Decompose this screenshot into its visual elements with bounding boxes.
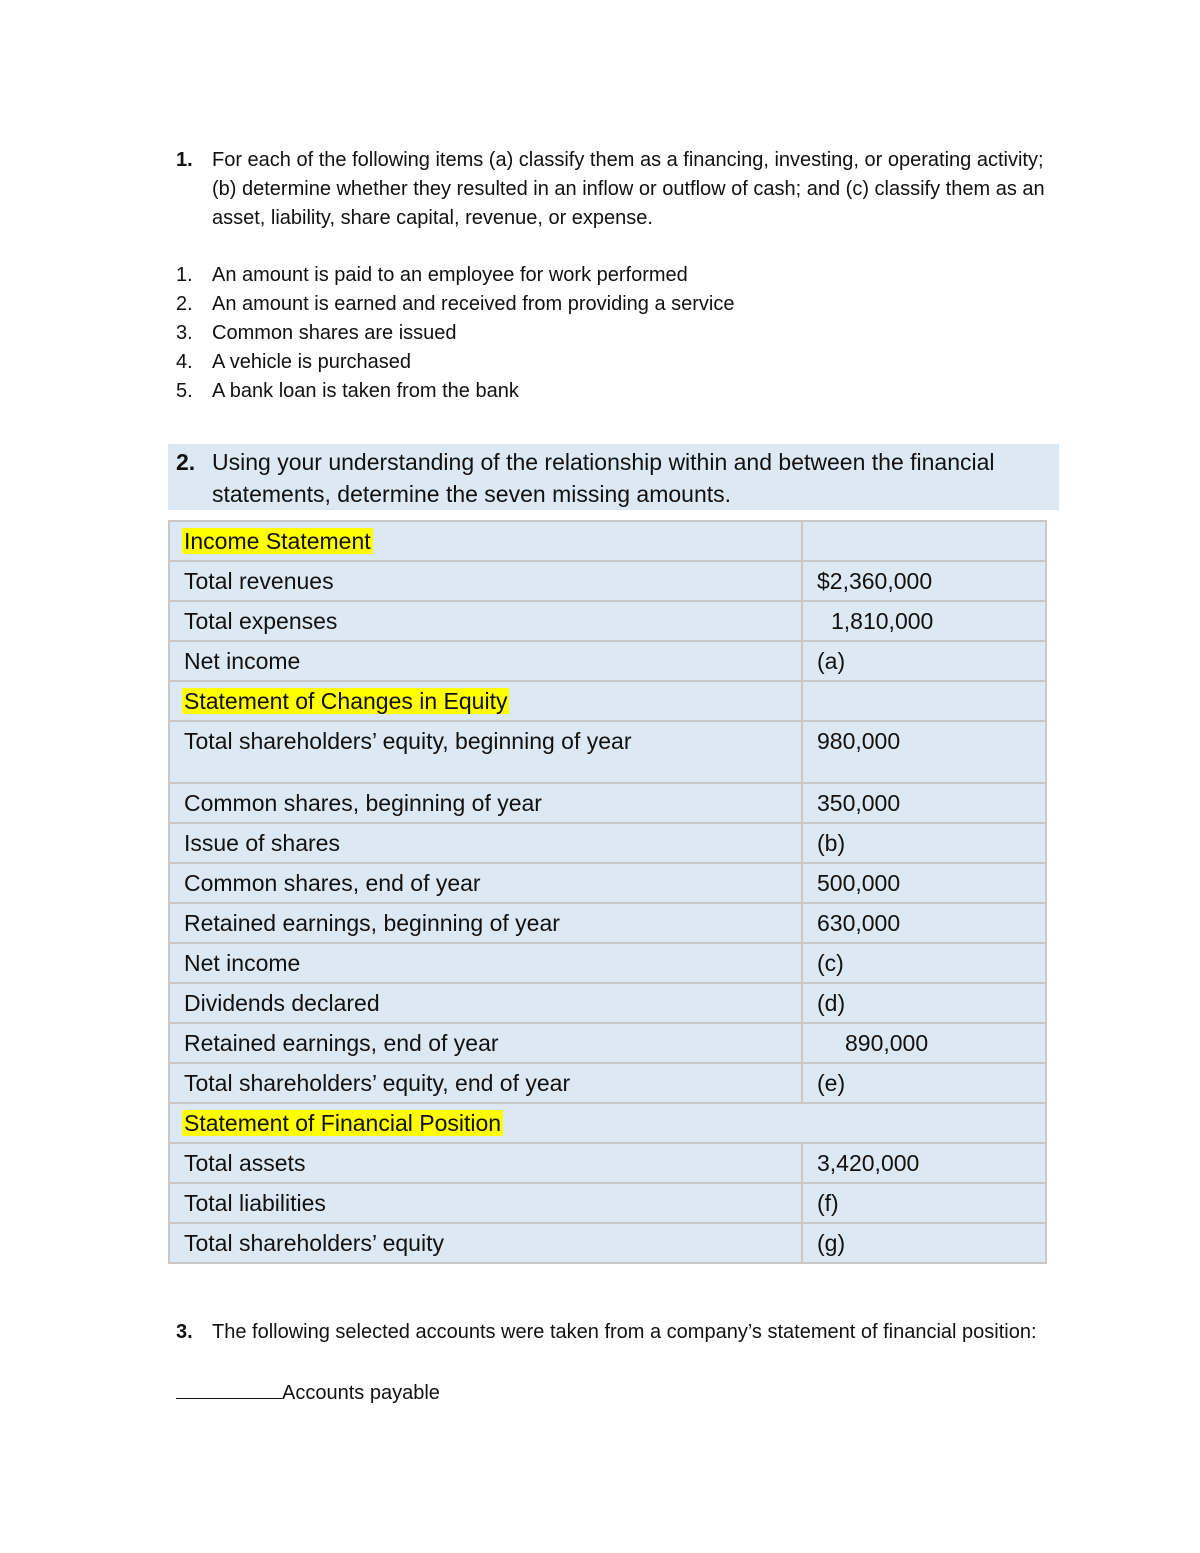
question-2-text: Using your understanding of the relationship within and between the financial statements, determine the seven missing amounts. (212, 449, 995, 507)
account-line (176, 1378, 440, 1408)
table-row: Total assets 3,420,000 (169, 1143, 1046, 1183)
section-header-row (169, 521, 1046, 561)
section-header-row (169, 681, 1046, 721)
table-row: Common shares, beginning of year 350,000 (169, 783, 1046, 823)
financial-statements-table (168, 520, 1047, 1264)
table-row: Net income (a) (169, 641, 1046, 681)
section-heading-changes-in-equity: Statement of Changes in Equity (184, 687, 508, 714)
question-1 (176, 146, 1046, 233)
table-row: Total shareholders’ equity, end of year (e) (169, 1063, 1046, 1103)
question-3-text: The following selected accounts were taken from a company’s statement of financial position: (212, 1321, 1037, 1343)
table-row: Retained earnings, end of year 890,000 (169, 1023, 1046, 1063)
question-2-heading (168, 444, 1059, 510)
table-row: Total expenses 1,810,000 (169, 601, 1046, 641)
list-item: 1. An amount is paid to an employee for work performed (176, 264, 688, 286)
table-row: Total liabilities (f) (169, 1183, 1046, 1223)
table-row: Issue of shares (b) (169, 823, 1046, 863)
answer-blank (176, 1378, 282, 1399)
question-1-text: For each of the following items (a) classify them as a financing, investing, or operating activity; (b) determine whether they resulted in an inflow or outflow of cash; and (c) classify them as an asset, liability, share capital, revenue, or expense. (212, 149, 1045, 229)
list-item: 2. An amount is earned and received from providing a service (176, 293, 735, 315)
account-name: Accounts payable (282, 1382, 440, 1404)
list-item: 5. A bank loan is taken from the bank (176, 380, 519, 402)
question-1-items (176, 261, 1046, 406)
table-row: Net income (c) (169, 943, 1046, 983)
question-3-number: 3. (176, 1321, 193, 1343)
table-row: Total shareholders’ equity, beginning of year 980,000 (169, 721, 1046, 783)
list-item: 4. A vehicle is purchased (176, 351, 412, 373)
question-3 (176, 1318, 1046, 1347)
section-heading-financial-position: Statement of Financial Position (184, 1109, 502, 1136)
table-row: Dividends declared (d) (169, 983, 1046, 1023)
list-item: 3. Common shares are issued (176, 322, 457, 344)
table-row: Retained earnings, beginning of year 630,000 (169, 903, 1046, 943)
section-header-row (169, 1103, 1046, 1143)
section-heading-income-statement: Income Statement (184, 527, 371, 554)
question-1-number: 1. (176, 149, 193, 171)
question-2-number: 2. (176, 449, 196, 475)
table-row: Total shareholders’ equity (g) (169, 1223, 1046, 1263)
table-row: Total revenues $2,360,000 (169, 561, 1046, 601)
table-row: Common shares, end of year 500,000 (169, 863, 1046, 903)
